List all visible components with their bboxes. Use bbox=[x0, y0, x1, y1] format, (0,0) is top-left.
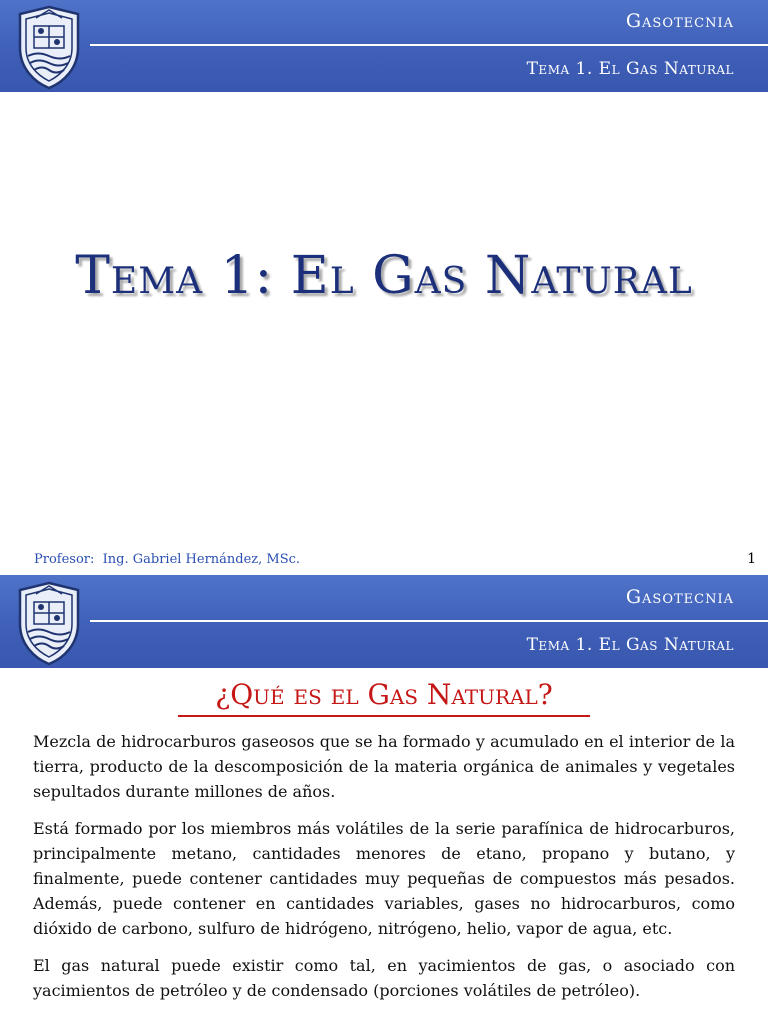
course-title: Gasotecnia bbox=[625, 586, 734, 608]
page-number: 1 bbox=[747, 551, 756, 567]
header-band bbox=[0, 576, 768, 668]
course-title: Gasotecnia bbox=[625, 10, 734, 32]
topic-title: Tema 1. El Gas Natural bbox=[526, 635, 734, 655]
university-crest-logo-icon bbox=[14, 580, 84, 666]
section-heading-underline bbox=[178, 715, 590, 717]
topic-title: Tema 1. El Gas Natural bbox=[526, 59, 734, 79]
university-crest-logo-icon bbox=[14, 4, 84, 90]
header-divider bbox=[90, 620, 768, 622]
paragraph-composition: Está formado por los miembros más volátiles de la serie parafínica de hidrocarburos, principalmente metano, cantidades menores de etano, propano y butano, y finalmente, puede contener cantidades muy pequeñas de compuestos más pesados. Además, puede contener en cantidades variables, gases no hidrocarburos, como dióxido de carbono, sulfuro de hidrógeno, nitrógeno, helio, vapor de agua, etc. bbox=[33, 819, 735, 938]
header-divider bbox=[90, 44, 768, 46]
body-text bbox=[33, 729, 735, 1015]
professor-credit: Profesor: Ing. Gabriel Hernández, MSc. bbox=[34, 552, 301, 567]
slide-main-title: Tema 1: El Gas Natural bbox=[75, 246, 693, 306]
paragraph-definition: Mezcla de hidrocarburos gaseosos que se ha formado y acumulado en el interior de la tierra, producto de la descomposición de la materia orgánica de animales y vegetales sepultados durante millones de años. bbox=[33, 732, 735, 801]
slide-definition bbox=[0, 576, 768, 1024]
header-band bbox=[0, 0, 768, 92]
paragraph-occurrence: El gas natural puede existir como tal, en yacimientos de gas, o asociado con yacimientos de petróleo y de condensado (porciones volátiles de petróleo). bbox=[33, 956, 735, 1000]
section-heading: ¿Qué es el Gas Natural? bbox=[215, 678, 553, 711]
